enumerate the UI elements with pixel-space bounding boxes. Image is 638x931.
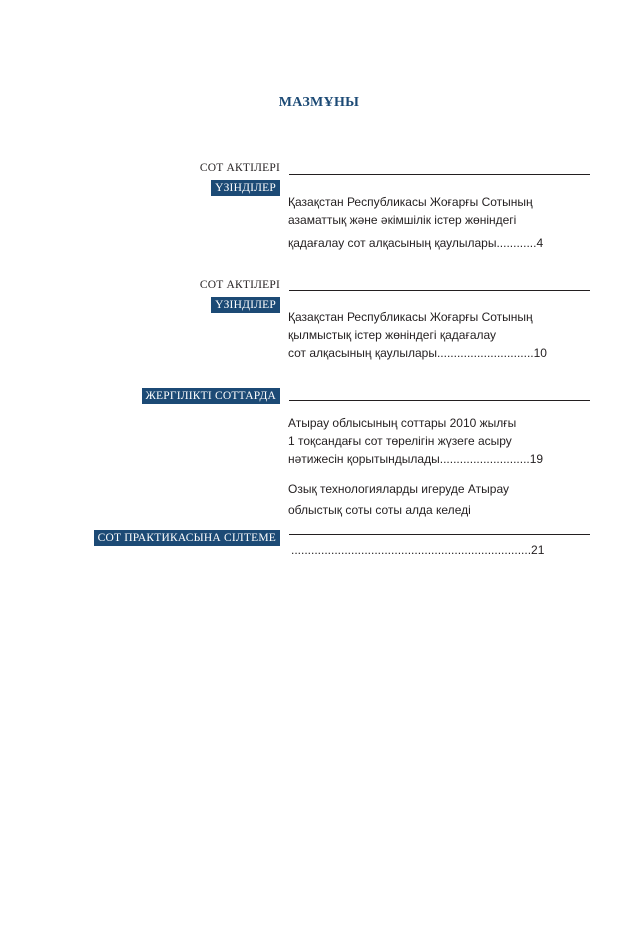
page-title: МАЗМҰНЫ [278, 95, 360, 110]
toc-entry-atyrau-technology[interactable] [288, 479, 588, 521]
toc-entry-line: қылмыстық істер жөніндегі қадағалау [288, 328, 497, 342]
toc-entry-court-practice[interactable] [291, 541, 591, 559]
toc-entry-line: Озық технологияларды игеруде Атырау [288, 482, 509, 496]
section-rule-1 [289, 174, 590, 175]
toc-entry-atyrau-courts[interactable] [288, 414, 588, 468]
section-tag-local-courts: ЖЕРГІЛІКТІ СОТТАРДА [142, 388, 280, 404]
toc-entry-criminal[interactable] [288, 308, 588, 362]
section-rule-4 [289, 534, 590, 535]
page-number: 10 [533, 346, 547, 360]
section-tag-court-practice: СОТ ПРАКТИКАСЫНА СІЛТЕМЕ [94, 530, 280, 546]
section-rule-2 [289, 290, 590, 291]
toc-entry-line: нәтижесін қорытындылады........................... [288, 452, 530, 466]
toc-entry-line: Қазақстан Республикасы Жоғарғы Сотының [288, 195, 533, 209]
section-label-court-acts-1: СОТ АКТІЛЕРІ [199, 162, 280, 174]
toc-entry-line: Қазақстан Республикасы Жоғарғы Сотының [288, 310, 533, 324]
toc-entry-civil-admin[interactable] [288, 193, 588, 252]
toc-entry-line: азаматтық және әкімшілік істер жөніндегі [288, 213, 517, 227]
section-rule-3 [289, 400, 590, 401]
section-tag-excerpts-1: ҮЗІНДІЛЕР [211, 180, 280, 196]
toc-entry-line: сот алқасының қаулылары............................. [288, 346, 534, 360]
page-number: 19 [529, 452, 544, 466]
toc-entry-line: облыстық соты соты алда келеді [288, 503, 471, 517]
section-label-court-acts-2: СОТ АКТІЛЕРІ [199, 279, 280, 291]
toc-entry-line: Атырау облысының соттары 2010 жылғы [288, 416, 517, 430]
toc-entry-line: қадағалау сот алқасының қаулылары............ [288, 236, 537, 250]
section-tag-excerpts-2: ҮЗІНДІЛЕР [211, 297, 280, 313]
toc-entry-line: ........................................................................ [291, 543, 532, 557]
page-number: 21 [531, 543, 545, 557]
toc-entry-line: 1 тоқсандағы сот төрелігін жүзеге асыру [288, 434, 512, 448]
page-number: 4 [536, 236, 544, 250]
